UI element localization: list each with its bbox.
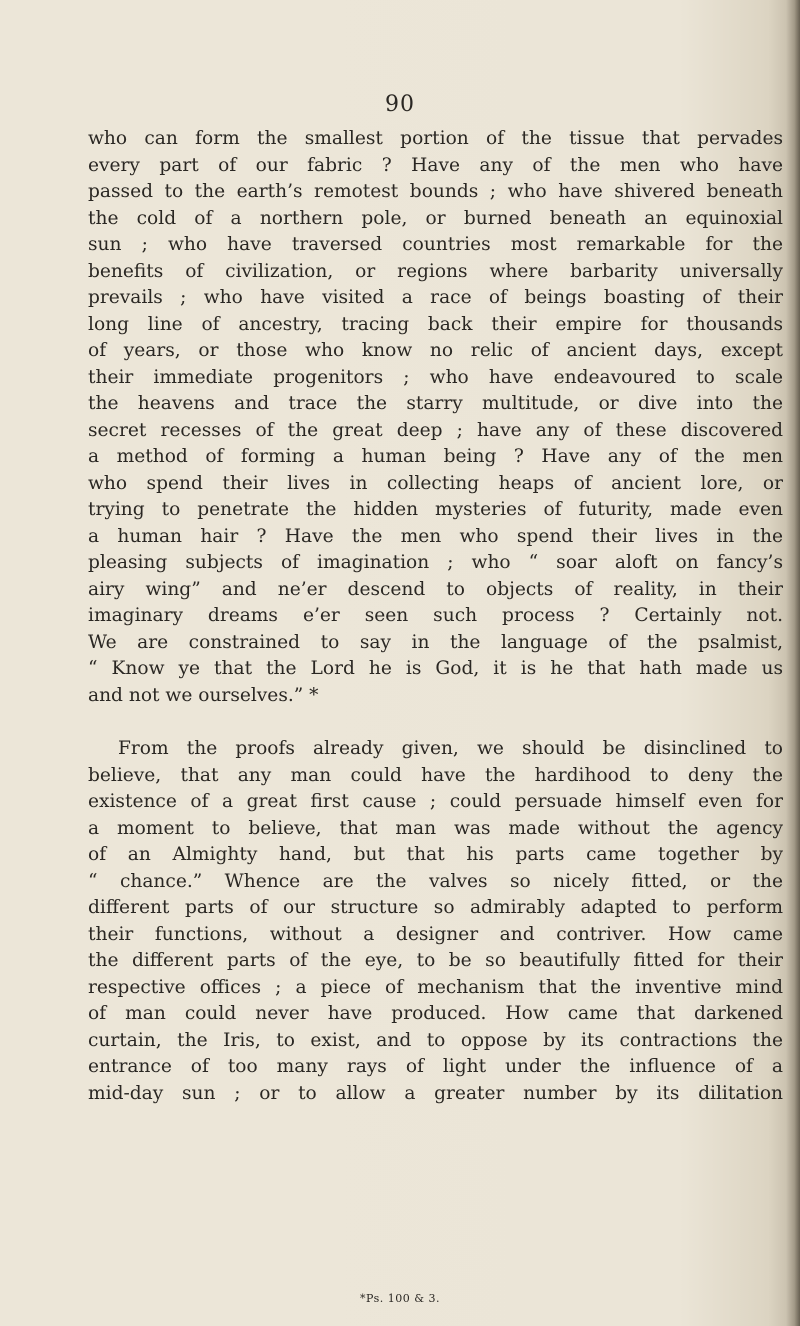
text-line: existence of a great first cause ; could persuade himself even for	[88, 791, 783, 812]
text-line: mid-day sun ; or to allow a greater number by its dilitation	[88, 1082, 783, 1104]
text-line: From the proofs already given, we should be disinclined to	[118, 738, 783, 759]
text-line: respective offices ; a piece of mechanism that the inventive mind	[88, 976, 783, 998]
text-line: believe, that any man could have the hardihood to deny the	[88, 764, 783, 786]
text-line: pleasing subjects of imagination ; who “ soar aloft on fancy’s	[88, 552, 783, 573]
page-number: 90	[385, 92, 415, 117]
text-line: airy wing” and ne’er descend to objects of reality, in their	[88, 578, 783, 600]
text-line: of years, or those who know no relic of ancient days, except	[88, 340, 783, 361]
text-line: a moment to believe, that man was made without the agency	[88, 817, 783, 839]
text-line: benefits of civilization, or regions where barbarity universally	[88, 260, 783, 282]
paragraph	[88, 126, 783, 709]
text-line: prevails ; who have visited a race of beings boasting of their	[88, 287, 783, 308]
footnote: *Ps. 100 & 3.	[359, 1292, 441, 1305]
text-line: who can form the smallest portion of the tissue that pervades	[88, 128, 783, 149]
text-line: the different parts of the eye, to be so beautifully fitted for their	[88, 950, 783, 971]
page-edge-shadow	[786, 0, 800, 1326]
text-line: trying to penetrate the hidden mysteries of futurity, made even	[88, 499, 783, 520]
paragraph-gap	[88, 709, 783, 736]
paragraph	[88, 736, 783, 1107]
text-line: “ chance.” Whence are the valves so nicely fitted, or the	[88, 870, 783, 892]
text-line: and not we ourselves.” *	[88, 684, 319, 706]
text-line: a human hair ? Have the men who spend their lives in the	[88, 525, 783, 547]
text-line: curtain, the Iris, to exist, and to oppose by its contractions the	[88, 1029, 783, 1051]
text-line: of an Almighty hand, but that his parts came together by	[88, 844, 783, 865]
body-text	[88, 126, 783, 1107]
text-line: their immediate progenitors ; who have endeavoured to scale	[88, 366, 783, 388]
text-line: the cold of a northern pole, or burned beneath an equinoxial	[88, 207, 783, 229]
text-line: their functions, without a designer and contriver. How came	[88, 923, 783, 945]
text-line: imaginary dreams e’er seen such process ? Certainly not.	[88, 605, 783, 626]
text-line: “ Know ye that the Lord he is God, it is he that hath made us	[88, 658, 783, 679]
text-line: long line of ancestry, tracing back their empire for thousands	[88, 313, 783, 335]
text-line: a method of forming a human being ? Have any of the men	[88, 446, 783, 467]
text-line: passed to the earth’s remotest bounds ; who have shivered beneath	[88, 181, 783, 202]
text-line: secret recesses of the great deep ; have any of these discovered	[88, 419, 783, 441]
text-line: every part of our fabric ? Have any of the men who have	[88, 154, 783, 176]
text-line: sun ; who have traversed countries most remarkable for the	[88, 234, 783, 255]
text-line: different parts of our structure so admirably adapted to perform	[88, 897, 783, 918]
text-line: of man could never have produced. How came that darkened	[88, 1003, 783, 1024]
text-line: entrance of too many rays of light under the influence of a	[88, 1056, 783, 1077]
text-line: the heavens and trace the starry multitude, or dive into the	[88, 393, 783, 414]
text-line: who spend their lives in collecting heaps of ancient lore, or	[88, 472, 783, 494]
text-line: We are constrained to say in the language of the psalmist,	[88, 631, 783, 653]
